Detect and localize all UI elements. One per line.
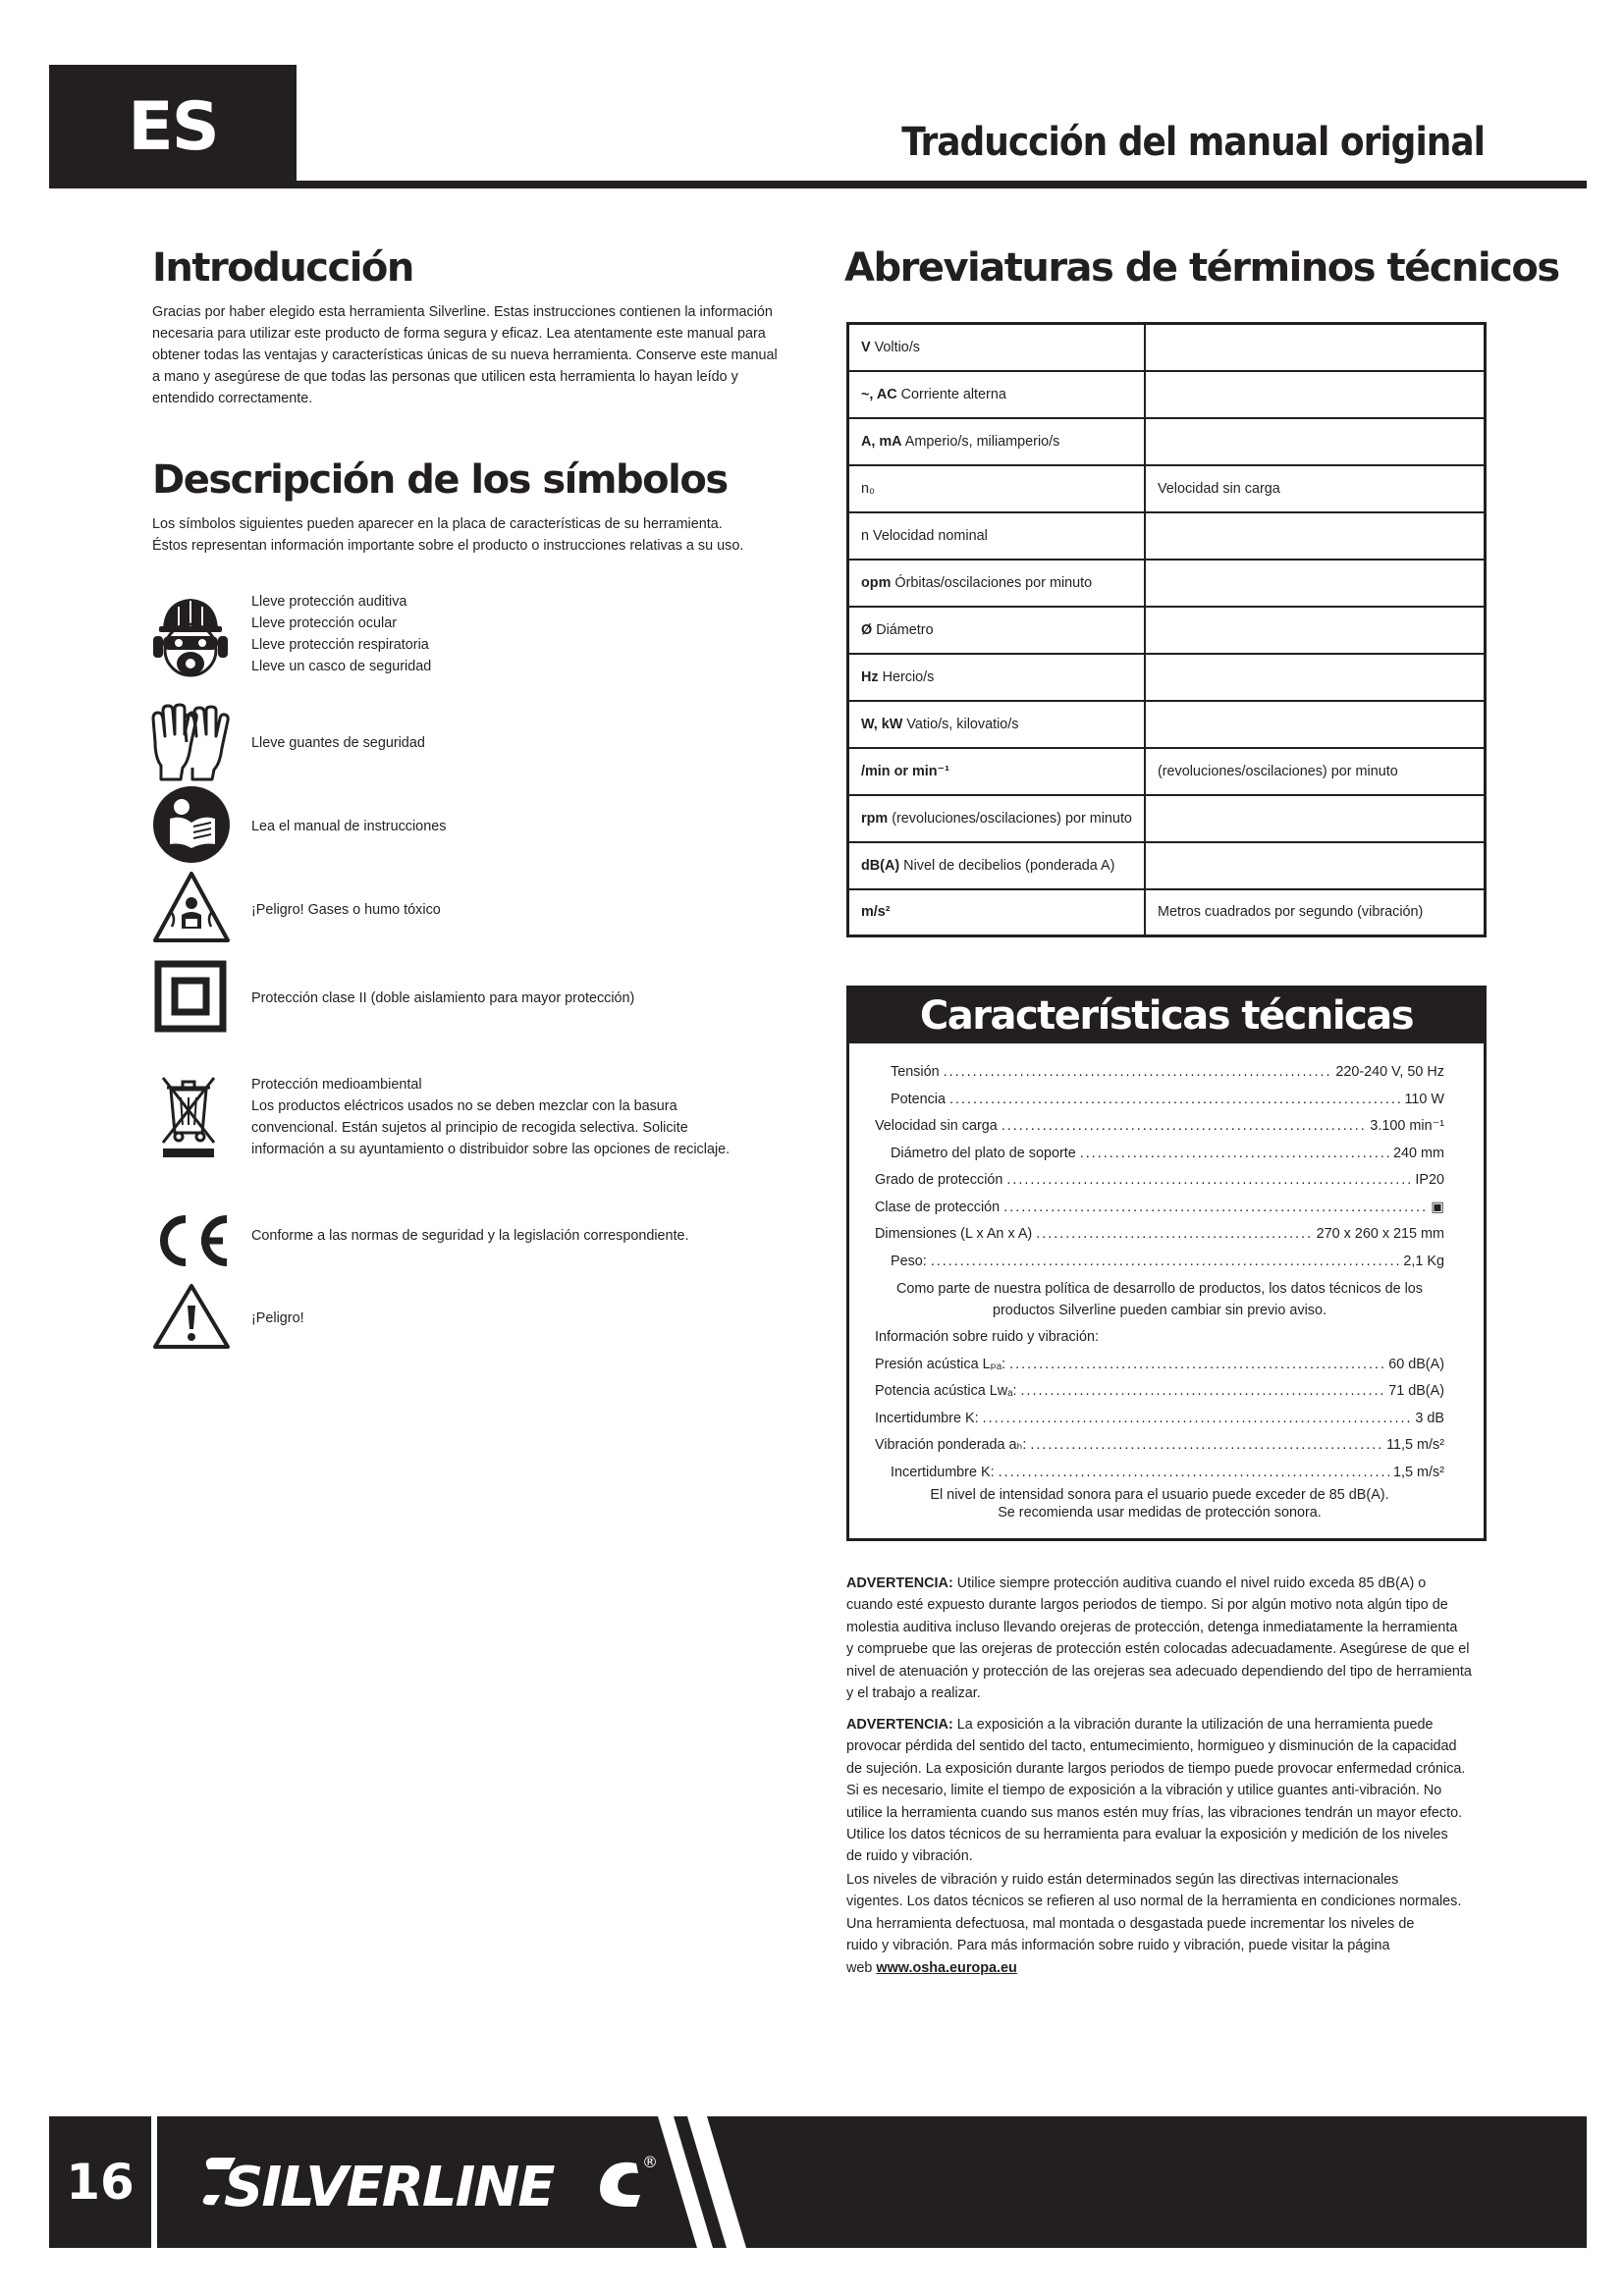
svg-text:®: ®	[642, 2153, 658, 2171]
osha-link[interactable]: www.osha.europa.eu	[876, 1959, 1017, 1976]
spec-line: Dimensiones (L x An x A) ..... 270 x 260 x 215 mm	[875, 1221, 1444, 1249]
specifications-heading: Características técnicas	[849, 988, 1484, 1043]
spec-line: Presión acústica Lₚₐ: ..... 60 dB(A)	[875, 1352, 1444, 1379]
table-row: V Voltio/s	[848, 324, 1486, 371]
spec-line: Velocidad sin carga ..... 3.100 min⁻¹	[875, 1113, 1444, 1141]
spec-line: Grado de protección ..... IP20	[875, 1167, 1444, 1195]
ppe-head-icon	[149, 593, 232, 681]
page-number: 16	[66, 2154, 135, 2211]
spec-line: Clase de protección ..... ▣	[875, 1195, 1444, 1222]
table-row: ~, AC Corriente alterna	[848, 371, 1486, 418]
silverline-logo	[157, 2116, 766, 2248]
table-row: dB(A) Nivel de decibelios (ponderada A)	[848, 842, 1486, 889]
table-row: Hz Hercio/s	[848, 654, 1486, 701]
symbol-text-ppe: Lleve protección auditiva Lleve protección ocular Lleve protección respiratoria Lleve un casco de seguridad	[251, 594, 432, 674]
symbol-text-class-ii: Protección clase II (doble aislamiento para mayor protección)	[251, 990, 635, 1006]
class-ii-icon	[154, 960, 227, 1033]
table-row: n₀ Velocidad sin carga	[848, 465, 1486, 512]
symbol-text-manual: Lea el manual de instrucciones	[251, 819, 447, 834]
vibration-noise-warning: ADVERTENCIA: Utilice siempre protección auditiva cuando el nivel ruido exceda 85 dB(A) o cuando esté expuesto durante largos periodos de tiempo. Si por algún motivo nota algún tipo de molestia auditiva incluso llevando orejeras de protección, detenga inmediatamente la herramienta y compruebe que las orejeras de protección estén colocadas adecuadamente. Asegúrese de que el nivel de atenuación y protección de las orejeras sea adecuado dependiendo del tipo de herramienta y el trabajo a realizar.	[846, 1575, 1472, 1702]
table-row: W, kW Vatio/s, kilovatio/s	[848, 701, 1486, 748]
symbol-text-gloves: Lleve guantes de seguridad	[251, 735, 425, 751]
header-rule	[49, 181, 1587, 188]
symbols-heading: Descripción de los símbolos	[152, 457, 728, 503]
symbol-text-warning: ¡Peligro!	[251, 1310, 304, 1326]
document-title: Traducción del manual original	[901, 120, 1485, 165]
symbol-text-toxic: ¡Peligro! Gases o humo tóxico	[251, 902, 441, 918]
table-row: opm Órbitas/oscilaciones por minuto	[848, 560, 1486, 607]
spec-line: Peso: ..... 2,1 Kg	[875, 1249, 1444, 1276]
toxic-fumes-icon	[152, 870, 231, 944]
table-row: A, mA Amperio/s, miliamperio/s	[848, 418, 1486, 465]
table-row: /min or min⁻¹ (revoluciones/oscilaciones) por minuto	[848, 748, 1486, 795]
table-row: rpm (revoluciones/oscilaciones) por minuto	[848, 795, 1486, 842]
noise-heading: Información sobre ruido y vibración:	[875, 1329, 1099, 1345]
gloves-icon	[147, 703, 232, 781]
table-row: Ø Diámetro	[848, 607, 1486, 654]
ce-mark-icon	[152, 1213, 231, 1268]
spec-line: Incertidumbre K: ..... 1,5 m/s²	[875, 1460, 1444, 1487]
specifications-body	[849, 1043, 1484, 1524]
weee-bin-icon	[157, 1074, 220, 1158]
spec-line: Potencia ..... 110 W	[875, 1087, 1444, 1114]
spec-line: Incertidumbre K: ..... 3 dB	[875, 1406, 1444, 1433]
spec-line: Potencia acústica Lwₐ: ..... 71 dB(A)	[875, 1378, 1444, 1406]
read-manual-icon	[152, 785, 231, 864]
spec-footnote: El nivel de intensidad sonora para el usuario puede exceder de 85 dB(A). Se recomienda usar medidas de protección sonora.	[930, 1487, 1389, 1521]
symbol-text-ce: Conforme a las normas de seguridad y la legislación correspondiente.	[251, 1228, 689, 1244]
spec-line: Vibración ponderada aₕ: ..... 11,5 m/s²	[875, 1432, 1444, 1460]
abbreviations-table	[846, 322, 1487, 937]
table-row: n Velocidad nominal	[848, 512, 1486, 560]
intro-text: Gracias por haber elegido esta herramienta Silverline. Estas instrucciones contienen la información necesaria para utilizar este producto de forma segura y eficaz. Lea atentamente este manual para obtener todas las ventajas y características únicas de su nueva herramienta. Conserve este manual a mano y asegúrese de que todas las personas que utilicen esta herramienta lo hayan leído y entendido correctamente.	[152, 304, 778, 406]
spec-note: Como parte de nuestra política de desarrollo de productos, los datos técnicos de los productos Silverline pueden cambiar sin previo aviso.	[896, 1281, 1423, 1318]
spec-line: Tensión ..... 220-240 V, 50 Hz	[875, 1059, 1444, 1087]
directives-paragraph: Los niveles de vibración y ruido están determinados según las directivas internacionales vigentes. Los datos técnicos se refieren al uso normal de la herramienta en condiciones normales. Una herramienta defectuosa, mal montada o desgastada puede incrementar los niveles de ruido y vibración. Para más información sobre ruido y vibración, puede visitar la página web www.osha.europa.eu	[846, 1872, 1462, 1976]
language-code: ES	[49, 65, 297, 188]
intro-heading: Introducción	[152, 245, 413, 291]
warning-triangle-icon	[152, 1282, 231, 1351]
symbols-intro: Los símbolos siguientes pueden aparecer en la placa de características de su herramienta. Éstos representan información importante sobre el producto o instrucciones relativas a su uso.	[152, 516, 744, 554]
abbreviations-heading: Abreviaturas de términos técnicos	[844, 245, 1559, 291]
brand-wordmark: SILVERLINE	[224, 2156, 554, 2219]
specifications-box	[846, 986, 1487, 1541]
symbol-text-weee: Protección medioambiental Los productos eléctricos usados no se deben mezclar con la basura convencional. Están sujetos al principio de recogida selectiva. Solicite información a su ayuntamiento o distribuidor sobre las opciones de reciclaje.	[251, 1077, 731, 1157]
spec-line: Diámetro del plato de soporte ..... 240 mm	[875, 1141, 1444, 1168]
vibration-warning: ADVERTENCIA: La exposición a la vibración durante la utilización de una herramienta puede provocar pérdida del sentido del tacto, entumecimiento, hormigueo y disminución de la capacidad de sujeción. La exposición durante largos periodos de tiempo puede provocar enfermedad crónica. Si es necesario, limite el tiempo de exposición a la vibración y utilice guantes anti-vibración. No utilice la herramienta cuando sus manos estén muy frías, las vibraciones tendrán un mayor efecto. Utilice los datos técnicos de su herramienta para evaluar la exposición y medición de los niveles de ruido y vibración.	[846, 1717, 1466, 1865]
table-row: m/s² Metros cuadrados por segundo (vibración)	[848, 889, 1486, 936]
